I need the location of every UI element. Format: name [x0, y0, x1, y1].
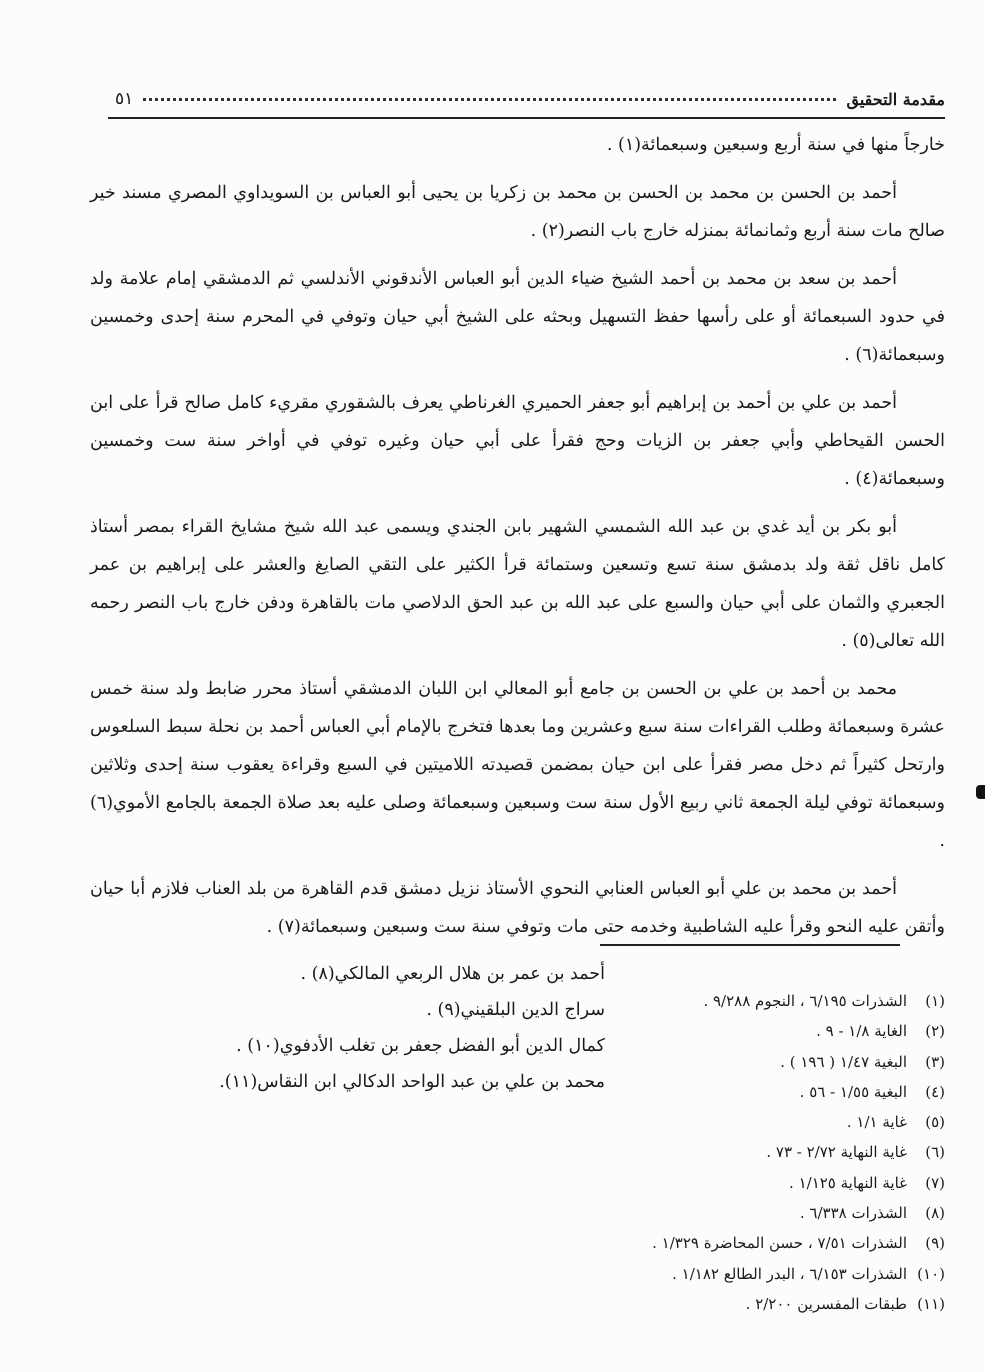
footnote: [200, 1137, 945, 1167]
footnote-text: الشذرات ٦/٣٣٨ .: [799, 1204, 907, 1223]
footnote-text: الشذرات ٦/١٥٣ ، البدر الطالع ١/١٨٢ .: [672, 1264, 907, 1283]
footnote-mark: (١١): [917, 1294, 945, 1313]
list-item: كمال الدين أبو الفضل جعفر بن تغلب الأدفوي(١٠) .: [236, 1036, 605, 1056]
list-item: أحمد بن عمر بن هلال الربعي المالكي(٨) .: [300, 964, 605, 984]
footnote-mark: (١٠): [917, 1264, 945, 1283]
footnote-mark: (٨): [925, 1204, 945, 1223]
footnote: [200, 1168, 945, 1198]
footnote-text: غاية النهاية ٢/٧٢ - ٧٣ .: [766, 1143, 907, 1162]
footnote-mark: (٣): [925, 1052, 945, 1071]
footnote-text: البغية ١/٥٥ - ٥٦ .: [799, 1082, 907, 1101]
paragraph: أحمد بن علي بن أحمد بن إبراهيم أبو جعفر الحميري الغرناطي يعرف بالشقوري مقريء كامل صالح قرأ على ابن الحسن القيحاطي وأبي جعفر بن الزيات وحج فقرأ على أبي حيان وغيره توفي في أواخر سنة ست وخمسين وسبعمائة(٤) .: [90, 393, 945, 489]
footnote-text: غاية ١/١ .: [846, 1113, 907, 1132]
paragraph: أبو بكر بن أيد غدي بن عبد الله الشمسي الشهير بابن الجندي ويسمى عبد الله شيخ مشايخ القراء بمصر أستاذ كامل ناقل ثقة ولد بدمشق سنة تسع وتسعين وستمائة قرأ الكثير على التقي الصايغ والعشر على إبراهيم بن عمر الجعبري والثمان على أبي حيان والسبع على عبد الله بن عبد الحق الدلاصي مات بالقاهرة ودفن خارج باب النصر رحمه الله تعالى(٥) .: [90, 517, 945, 651]
footnote-text: طبقات المفسرين ٢/٢٠٠ .: [745, 1294, 907, 1313]
paragraph: خارجاً منها في سنة أربع وسبعين وسبعمائة(١) .: [606, 135, 945, 155]
footnote-text: الشذرات ٧/٥١ ، حسن المحاضرة ١/٣٢٩ .: [652, 1234, 907, 1253]
footnote-text: البغية ١/٤٧ ( ١٩٦ ) .: [780, 1052, 907, 1071]
list-item: محمد بن علي بن عبد الواحد الدكالي ابن النقاس(١١).: [219, 1072, 605, 1092]
list-item: سراج الدين البلقيني(٩) .: [426, 1000, 605, 1020]
footnote-mark: (٧): [925, 1173, 945, 1192]
footnote: [200, 1228, 945, 1258]
paragraph: أحمد بن سعد بن محمد بن أحمد الشيخ ضياء الدين أبو العباس الأندقوني الأندلسي ثم الدمشقي إمام علامة ولد في حدود السبعمائة أو على رأسها حفظ التسهيل وبحثه على الشيخ أبي حيان وتوفي في المحرم سنة إحدى وخمسين وسبعمائة(٦) .: [90, 269, 945, 365]
footnotes-list: [200, 986, 945, 1319]
footnote: [200, 1107, 945, 1137]
footnote-text: الغاية ١/٨ - ٩ .: [816, 1022, 907, 1041]
paragraph: أحمد بن الحسن بن محمد بن الحسن بن محمد بن زكريا بن يحيى أبو العباس بن السويداوي المصري مسند خير صالح مات سنة أربع وثمانمائة بمنزله خارج باب النصر(٢) .: [90, 183, 945, 241]
footnote: [200, 1016, 945, 1046]
footnote-mark: (٥): [925, 1113, 945, 1132]
paragraph: محمد بن أحمد بن علي بن الحسن بن جامع أبو المعالي ابن اللبان الدمشقي أستاذ محرر ضابط ولد سنة خمس عشرة وسبعمائة وطلب القراءات سنة سبع وعشرين وما بعدها فتخرج بالإمام أبي العباس أحمد بن نحلة سبط السلعوس وارتحل كثيراً ثم دخل مصر فقرأ على ابن حيان بمضمن قصيدته اللاميتين في السبع وقراءة يعقوب سنة إحدى وثلاثين وسبعمائة توفي ليلة الجمعة ثاني ربيع الأول سنة ست وسبعين وسبعمائة وصلى عليه بعد صلاة الجمعة بالجامع الأموي(٦) .: [90, 679, 945, 851]
footnote: [200, 1047, 945, 1077]
footnote-separator: [600, 944, 900, 946]
footnote-mark: (٤): [925, 1082, 945, 1101]
footnote-mark: (٩): [925, 1234, 945, 1253]
scan-edge-mark: [976, 785, 985, 799]
footnote-mark: (١): [925, 992, 945, 1010]
footnote-text: غاية النهاية ١/١٢٥ .: [789, 1173, 907, 1192]
main-text: [90, 126, 945, 1100]
footnote-mark: (٢): [925, 1022, 945, 1041]
chapter-title: مقدمة التحقيق: [846, 89, 945, 109]
paragraph: أحمد بن محمد بن علي أبو العباس العنابي النحوي الأستاذ نزيل دمشق قدم القاهرة من بلد العناب فلازم أبا حيان وأتقن عليه النحو وقرأ عليه الشاطبية وخدمه حتى مات وتوفي سنة ست وسبعين وسبعمائة(٧) .: [90, 879, 945, 937]
footnote: [200, 1289, 945, 1319]
running-header: [115, 86, 945, 112]
footnote-text: الشذرات ٦/١٩٥ ، النجوم ٩/٢٨٨ .: [703, 992, 907, 1010]
footnote: [200, 986, 945, 1016]
header-rule: [108, 117, 945, 119]
page-number: ٥١: [115, 89, 134, 109]
footnote: [200, 1198, 945, 1228]
leader-dots: [143, 98, 836, 101]
footnote-mark: (٦): [925, 1143, 945, 1162]
footnote: [200, 1077, 945, 1107]
footnote: [200, 1259, 945, 1289]
